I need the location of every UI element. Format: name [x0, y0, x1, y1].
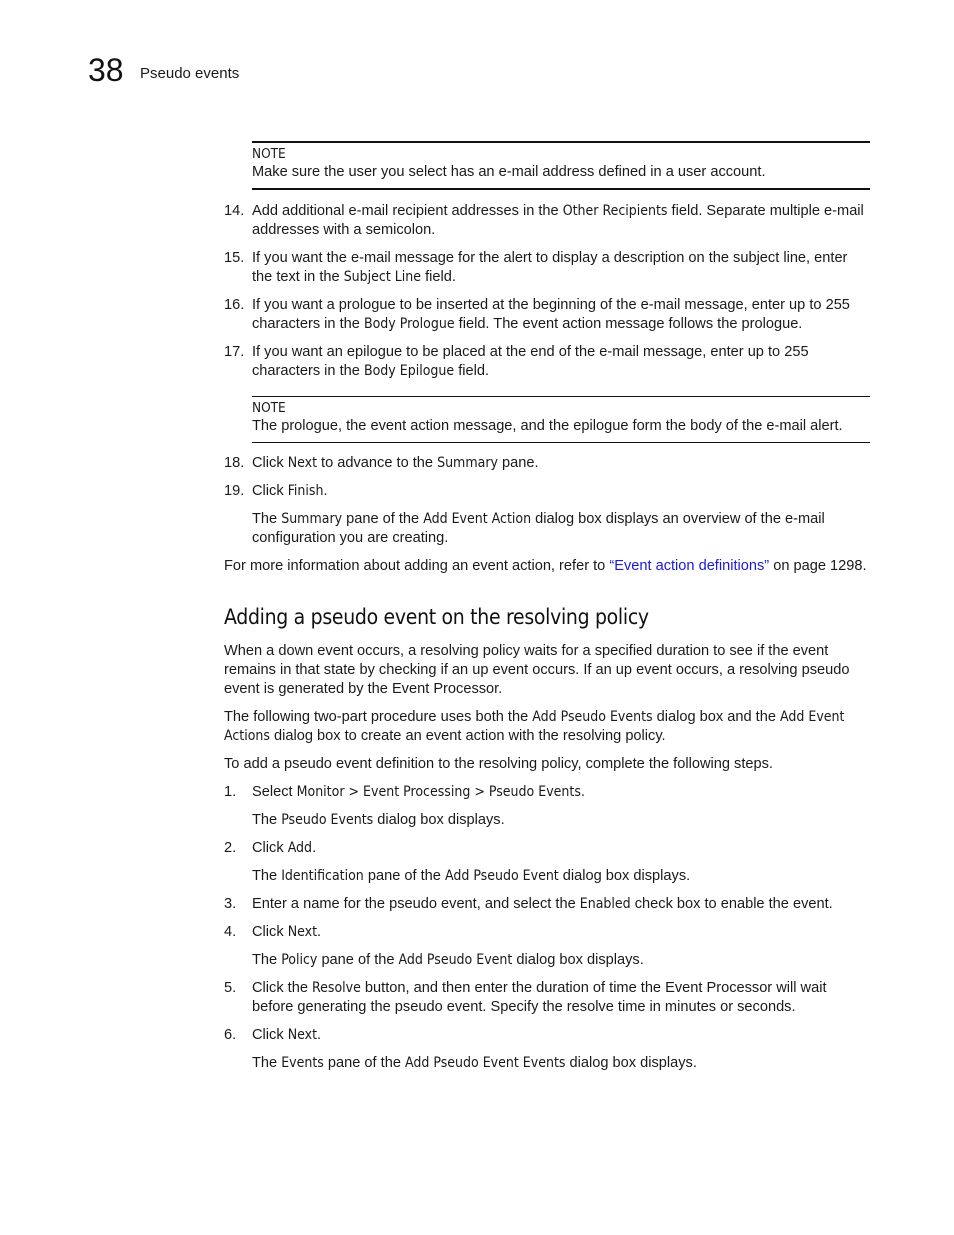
step-text: If you want an epilogue to be placed at the end of the e-mail message, enter up to 255 characters in the	[252, 344, 809, 379]
step-14	[224, 202, 870, 240]
step-number: 2.	[224, 840, 237, 856]
ui-term: Add Pseudo Event Events	[405, 1055, 566, 1071]
step-2	[224, 839, 870, 858]
step-number: 4.	[224, 924, 237, 940]
intro-paragraph	[224, 708, 870, 746]
step-text: Select	[252, 784, 297, 800]
ui-term: Subject Line	[343, 269, 422, 285]
step-text: .	[323, 483, 328, 499]
section-heading: Adding a pseudo event on the resolving policy	[224, 605, 649, 629]
step-text: field. The event action message follows the prologue.	[454, 316, 803, 332]
step-17	[224, 343, 870, 381]
step-number: 17.	[224, 344, 245, 360]
step-1	[224, 783, 870, 802]
step-2-result	[224, 867, 870, 886]
step-19	[224, 482, 870, 501]
result-text: dialog box displays.	[373, 812, 505, 828]
result-text: pane of the	[342, 511, 424, 527]
step-number: 19.	[224, 483, 245, 499]
step-19-result	[224, 510, 870, 548]
intro-paragraph: When a down event occurs, a resolving policy waits for a specified duration to see if the event remains in that state by checking if an up event occurs. If an up event occurs, a resolving pseudo event is generated by the Event Processor.	[224, 643, 850, 697]
step-text: .	[317, 924, 322, 940]
note-box	[252, 396, 870, 443]
step-text: field.	[421, 269, 456, 285]
chapter-title: Pseudo events	[140, 65, 240, 82]
ui-term: Events	[281, 1055, 324, 1071]
step-number: 3.	[224, 896, 237, 912]
step-text: If you want the e-mail message for the alert to display a description on the subject line, enter the text in the	[252, 250, 848, 285]
step-text: If you want a prologue to be inserted at the beginning of the e-mail message, enter up to 255 characters in the	[252, 297, 850, 332]
step-text: Click	[252, 840, 288, 856]
step-text: .	[317, 1027, 322, 1043]
more-info-paragraph	[224, 557, 870, 576]
result-text: pane of the	[317, 952, 399, 968]
ui-term: Body Prologue	[363, 316, 455, 332]
ui-term: Body Epilogue	[363, 363, 455, 379]
result-text: The	[252, 1055, 282, 1071]
step-1-result	[224, 811, 870, 830]
step-number: 16.	[224, 297, 245, 313]
ui-term: Pseudo Events	[281, 812, 374, 828]
ui-term: Policy	[281, 952, 318, 968]
note-text: Make sure the user you select has an e-mail address defined in a user account.	[252, 164, 766, 180]
note-box	[252, 141, 870, 190]
ui-term: Next	[287, 1027, 317, 1043]
result-text: The	[252, 511, 282, 527]
step-text: Enter a name for the pseudo event, and select the	[252, 896, 580, 912]
step-text: Click	[252, 483, 288, 499]
step-text: Click	[252, 455, 288, 471]
step-text: pane.	[497, 455, 539, 471]
step-18	[224, 454, 870, 473]
result-text: dialog box displays.	[565, 1055, 697, 1071]
result-text: pane of the	[323, 1055, 406, 1071]
result-text: dialog box displays.	[512, 952, 644, 968]
step-text: to advance to the	[317, 455, 438, 471]
ui-term: Add Pseudo Event	[398, 952, 513, 968]
ui-term: Identification	[281, 868, 364, 884]
step-number: 1.	[224, 784, 237, 800]
ui-term: Monitor > Event Processing > Pseudo Events	[296, 784, 581, 800]
paragraph-text: For more information about adding an event action, refer to	[224, 558, 610, 574]
step-text: Click the	[252, 980, 313, 996]
paragraph-text: dialog box and the	[652, 709, 781, 725]
step-5	[224, 979, 870, 1017]
step-4-result	[224, 951, 870, 970]
step-number: 5.	[224, 980, 237, 996]
step-text: button, and then enter the duration of time the Event Processor will wait before generating the pseudo event. Specify the resolve time in minutes or seconds.	[252, 980, 827, 1015]
ui-term: Add Pseudo Event	[444, 868, 559, 884]
note-label: NOTE	[252, 400, 286, 416]
paragraph-text: on page 1298.	[769, 558, 867, 574]
step-text: Click	[252, 1027, 288, 1043]
chapter-number: 38	[88, 52, 124, 88]
ui-term: Add Event Action	[423, 511, 532, 527]
cross-reference-link[interactable]: “Event action definitions”	[609, 558, 770, 574]
step-text: check box to enable the event.	[630, 896, 833, 912]
step-text: .	[312, 840, 317, 856]
step-number: 15.	[224, 250, 245, 266]
ui-term: Add	[287, 840, 313, 856]
note-text: The prologue, the event action message, and the epilogue form the body of the e-mail alert.	[252, 418, 843, 434]
ui-term: Add Event Actions	[224, 709, 845, 744]
step-6-result	[224, 1054, 870, 1073]
step-15	[224, 249, 870, 287]
step-text: field. Separate multiple e-mail addresses with a semicolon.	[252, 203, 864, 238]
step-number: 18.	[224, 455, 245, 471]
result-text: dialog box displays an overview of the e-mail configuration you are creating.	[252, 511, 825, 546]
ui-term: Enabled	[579, 896, 631, 912]
step-4	[224, 923, 870, 942]
note-label: NOTE	[252, 146, 286, 162]
step-6	[224, 1026, 870, 1045]
paragraph-text: The following two-part procedure uses both the	[224, 709, 533, 725]
result-text: The	[252, 952, 282, 968]
step-number: 6.	[224, 1027, 237, 1043]
ui-term: Summary	[281, 511, 343, 527]
paragraph-text: dialog box to create an event action with the resolving policy.	[269, 728, 666, 744]
step-16	[224, 296, 870, 334]
ui-term: Finish	[287, 483, 324, 499]
intro-paragraph: To add a pseudo event definition to the resolving policy, complete the following steps.	[224, 756, 773, 772]
ui-term: Resolve	[312, 980, 361, 996]
step-text: Add additional e-mail recipient addresses in the	[252, 203, 563, 219]
step-text: field.	[454, 363, 490, 379]
step-text: Click	[252, 924, 288, 940]
result-text: pane of the	[363, 868, 445, 884]
step-text: .	[580, 784, 585, 800]
ui-term: Next	[287, 455, 317, 471]
result-text: dialog box displays.	[558, 868, 691, 884]
ui-term: Next	[287, 924, 317, 940]
ui-term: Other Recipients	[562, 203, 668, 219]
step-3	[224, 895, 870, 914]
step-number: 14.	[224, 203, 245, 219]
ui-term: Summary	[437, 455, 498, 471]
page-content	[224, 141, 870, 1073]
result-text: The	[252, 868, 282, 884]
result-text: The	[252, 812, 282, 828]
ui-term: Add Pseudo Events	[532, 709, 653, 725]
